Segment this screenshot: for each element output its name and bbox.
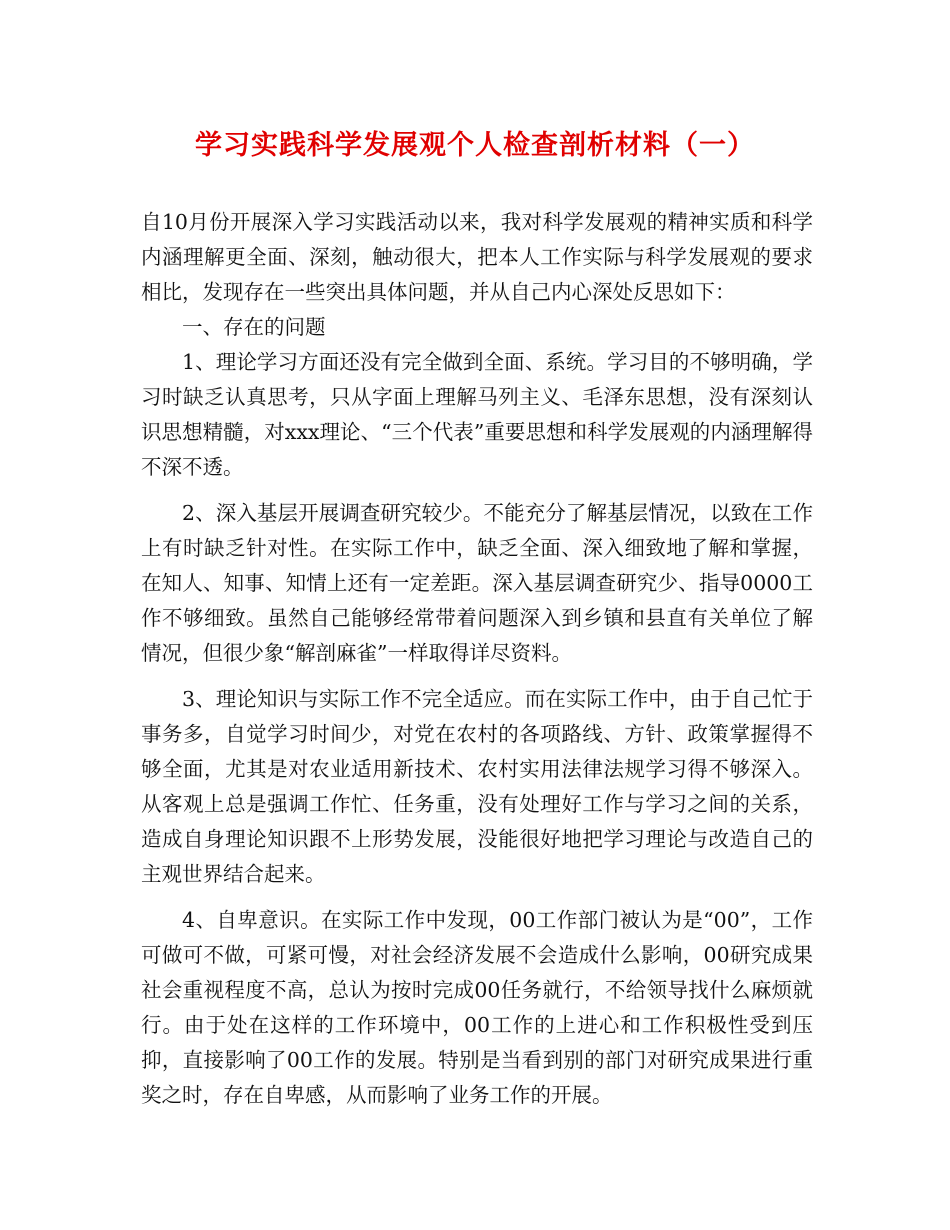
problem-paragraph-4: 4、自卑意识。在实际工作中发现，00工作部门被认为是“00”，工作可做可不做，可紧可慢，对社会经济发展不会造成什么影响，00研究成果社会重视程度不高，总认为按时完成00任务就行，不给领导找什么麻烦就行。由于处在这样的工作环境中，00工作的上进心和工作积极性受到压抑，直接影响了00工作的发展。特别是当看到别的部门对研究成果进行重奖之时，存在自卑感，从而影响了业务工作的开展。 <box>141 908 813 1107</box>
section-heading-problems: 一、存在的问题 <box>182 315 326 339</box>
problem-paragraph-1: 1、理论学习方面还没有完全做到全面、系统。学习目的不够明确，学习时缺乏认真思考，只从字面上理解马列主义、毛泽东思想，没有深刻认识思想精髓，对xxx理论、“三个代表”重要思想和科学发展观的内涵理解得不深不透。 <box>141 350 813 479</box>
problem-paragraph-2: 2、深入基层开展调查研究较少。不能充分了解基层情况，以致在工作上有时缺乏针对性。在实际工作中，缺乏全面、深入细致地了解和掌握，在知人、知事、知情上还有一定差距。深入基层调查研究少、指导0000工作不够细致。虽然自己能够经常带着问题深入到乡镇和县直有关单位了解情况，但很少象“解剖麻雀”一样取得详尽资料。 <box>141 501 813 665</box>
intro-paragraph: 自10月份开展深入学习实践活动以来，我对科学发展观的精神实质和科学内涵理解更全面、深刻，触动很大，把本人工作实际与科学发展观的要求相比，发现存在一些突出具体问题，并从自己内心深处反思如下： <box>141 210 813 304</box>
document-title: 学习实践科学发展观个人检查剖析材料（一） <box>195 130 755 161</box>
document-body <box>141 205 813 1113</box>
problem-paragraph-3: 3、理论知识与实际工作不完全适应。而在实际工作中，由于自己忙于事务多，自觉学习时间少，对党在农村的各项路线、方针、政策掌握得不够全面，尤其是对农业适用新技术、农村实用法律法规学习得不够深入。从客观上总是强调工作忙、任务重，没有处理好工作与学习之间的关系，造成自身理论知识跟不上形势发展，没能很好地把学习理论与改造自己的主观世界结合起来。 <box>141 687 813 886</box>
